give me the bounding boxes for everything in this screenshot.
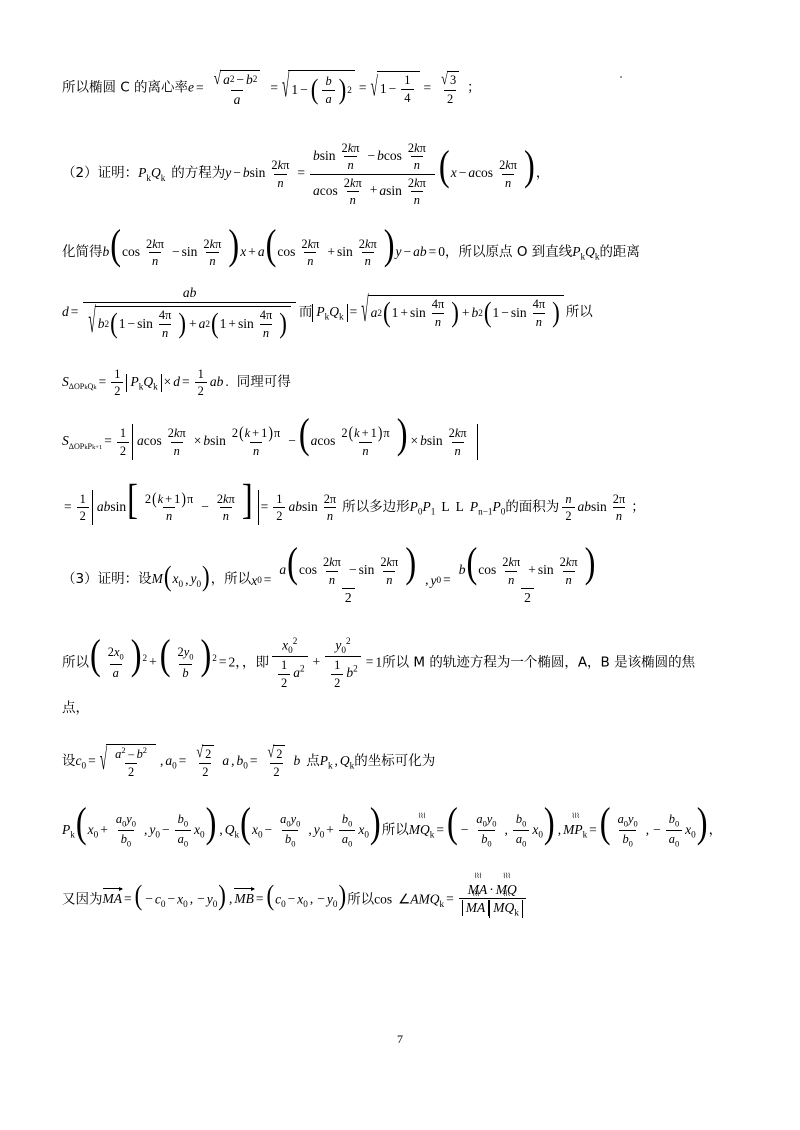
text-so-ellipse-eccentricity: 所以椭圆 C 的离心率 <box>62 79 189 96</box>
text-therefore-2: 所以 <box>62 653 89 670</box>
label-part3: （3）证明： <box>62 571 139 588</box>
text-so-polygon: 所以多边形 <box>342 498 410 515</box>
math-line-pkqk-equation: （2）证明：$P_kQ_k$ 的方程为y − bsin $\frac{2k\pi}{n}$ = bsin $\frac{2k\pi}{n}$ − bcos $\frac{2k\pi}{n}$ acos $\frac{2k\pi}{n}$ + asin $\frac{2k\pi}{n}$ (x − acos $\frac{2k\pi}{n}$ )， <box>62 141 550 207</box>
math-line-area-triangle-opkpk1: $S_{\Delta OPkPk+1}$ = $\frac{1}{2}$ acos $\frac{2k\pi}{n}$ × bsin $\frac{2(k + 1)\pi}{n}$ −(acos $\frac{2(k + 1)\pi}{n}$ ) × bsin $\frac{2k\pi}{n}$ <box>62 424 738 460</box>
math-line-set-c0-a0-b0: 设$c_0$ = √ $\frac{a^2 - b^2}{2}$ , $a_0$ = √ 2 2 a , $b_0$ = √ 2 2 b 点$P_k$ , $Q_k$的坐标可化为 <box>62 742 436 780</box>
document-body <box>62 67 738 918</box>
math-line-focus <box>62 700 738 717</box>
math-line-polygon-area: = $\frac{1}{2}$ absin[ $\frac{2(k + 1)\pi}{n}$ − $\frac{2k\pi}{n}$ ] = $\frac{1}{2}$ absin $\frac{2\pi}{n}$ 所以多边形$P_0P_1$ L L $P_{n-1}P_0$的面积为 $\frac{n}{2}$ absin $\frac{2\pi}{n}$ ； <box>64 477 645 524</box>
page-number: 7 <box>397 1032 403 1046</box>
text-therefore-3: 所以 <box>381 821 409 838</box>
text-so: ，所以 <box>210 571 252 588</box>
text-point: 点 <box>306 753 320 770</box>
math-line-distance-d: d = ab √ b 2 ( 1 − sin $\frac{4\pi}{n}$ ) + a 2 ( 1 + sin $\frac{4\pi}{n}$ ) 而 $P_kQ_k$ = √ a 2 ( 1 + sin $\frac{4\pi}{n}$ ) + b 2 ( 1 − sin $\frac{4\pi}{n}$ ) 所以 <box>62 284 593 340</box>
text-area-is: 的面积为 <box>505 498 560 515</box>
text-equation-of: 的方程为 <box>171 165 226 182</box>
math-line-part3-M: （3）证明：设$M(x_0$ , $y_0$)，所以 x 0 = a(cos $\frac{2k\pi}{n}$ − sin $\frac{2k\pi}{n}$ ) 2 , y 0 = b(cos $\frac{2k\pi}{n}$ + sin $\frac{2k\pi}{n}$ ) 2 <box>62 540 596 606</box>
text-simplify: 化简得 <box>62 244 103 261</box>
math-line-area-triangle-opkqk: $S_{\Delta OPkQk}$ = $\frac{1}{2}$ $P_kQ_k \times d$ = $\frac{1}{2}$ ab . 同理可得 <box>62 366 291 399</box>
text-therefore-4: 所以 <box>347 890 375 907</box>
text-therefore: 所以 <box>565 303 593 320</box>
text-let: 设 <box>138 571 152 588</box>
text-because: 又因为 <box>62 890 103 907</box>
text-and: 而 <box>298 303 313 320</box>
text-so-origin-distance: ，所以原点 O 到直线 <box>445 244 573 261</box>
text-namely: ，即 <box>242 653 269 670</box>
text-focus: 点， <box>62 699 89 716</box>
text-similarly: 同理可得 <box>236 373 291 390</box>
text-locus-ellipse: 所以 M 的轨迹方程为一个椭圆，A，B 是该椭圆的焦 <box>382 653 696 670</box>
math-line-simplify: 化简得b(cos $\frac{2k\pi}{n}$ − sin $\frac{2k\pi}{n}$ )x + a(cos $\frac{2k\pi}{n}$ + sin $\frac{2k\pi}{n}$ )y − ab = 0，所以原点 O 到直线$P_kQ_k$的距离 <box>62 222 640 270</box>
label-part2: （2）证明： <box>62 165 139 182</box>
text-coords-can-be: 的坐标可化为 <box>354 753 436 770</box>
math-line-pk-qk-coords: $P_k(x_0$ + $\frac{a_0y_0}{b_0}$ , $y_0$ − $\frac{b_0}{a_0}$ $x_0$) , $Q_k(x_0$ − $\frac{a_0y_0}{b_0}$ , $y_0$ + $\frac{b_0}{a_0}$ $x_0$)所以$MQ_k$ ⌇⌇⌇ =( − $\frac{a_0y_0}{b_0}$ , $\frac{b_0}{a_0}$ $x_0$) , $MP_k$ ⌇⌇⌇ =( $\frac{a_0y_0}{b_0}$ , − $\frac{b_0}{a_0}$ $x_0$)， <box>62 812 738 849</box>
math-line-eccentricity: 所以椭圆 C 的离心率e = √ a 2 − b 2 a = √ 1 − ( $\frac{b}{a}$ ) 2 = √ 1 − $\frac{1}{4}$ = √ 3 2 ； <box>62 67 481 107</box>
math-line-locus: 所以( $\frac{2x_0}{a}$ )$^2$ +( $\frac{2y_0}{b}$ )$^2$ = 2，，即 $x_0^2$ $\frac{1}{2}$ $a^2$ + $y_0^2$ $\frac{1}{2}$ $b^2$ = 1所以 M 的轨迹方程为一个椭圆，A，B 是该椭圆的焦 <box>62 632 696 690</box>
text-set: 设 <box>62 753 76 770</box>
math-line-cos-angle: 又因为MA = ( − $c_0 - x_0$ , − $y_0$) , MB = ($c_0 - x_0$ , − $y_0$)所以$\cos \angle AMQ_k$ = $\frac{MA ⌇⌇⌇ \cdot MQ ⌇⌇⌇}{MA ⌇⌇⌇ MQ_k}$ ⌇⌇⌇ <box>62 882 738 919</box>
text-distance: 的距离 <box>599 244 640 261</box>
